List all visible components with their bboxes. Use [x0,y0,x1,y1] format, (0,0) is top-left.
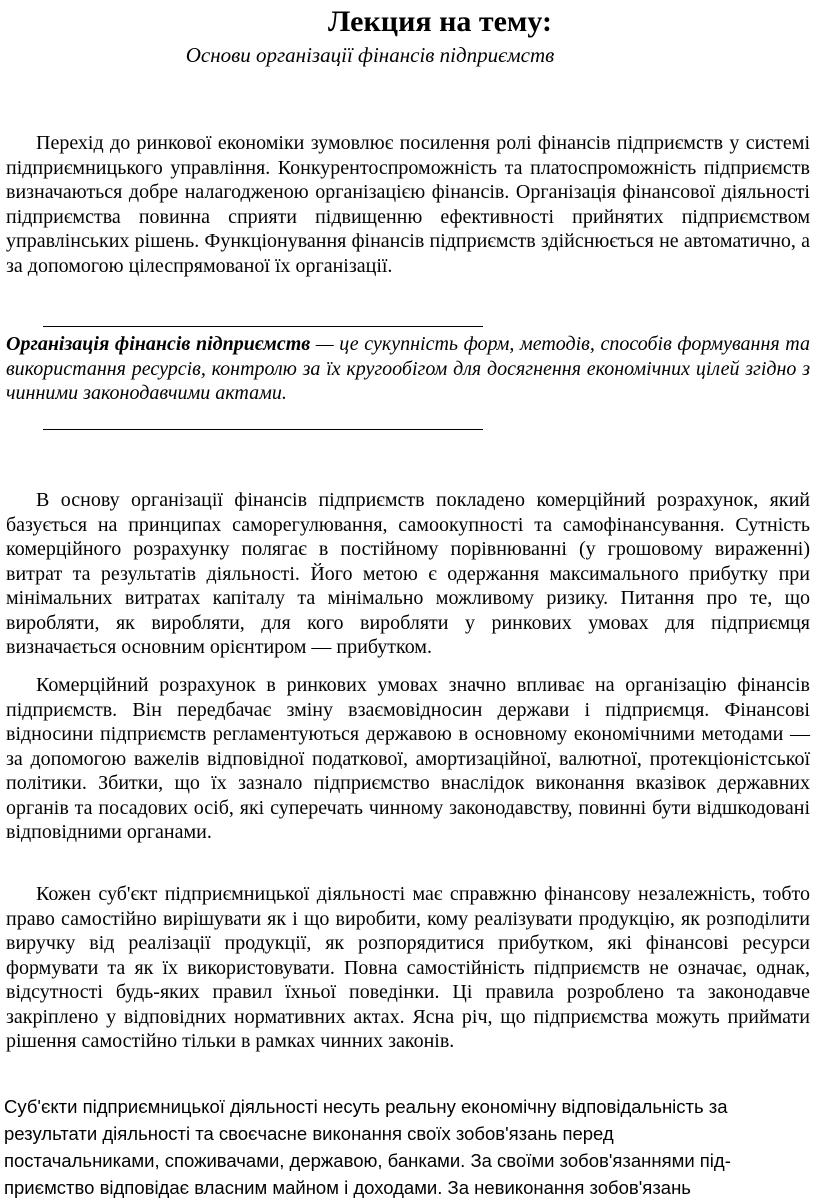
definition-term: Організація фінансів підприємств [6,333,311,355]
paragraph-intro: Перехід до ринкової економіки зумовлює посилення ролі фінансів підприємств у системі підприємницького управління. Конкурентоспроможність та платоспроможність підприємств визначаються добре налагодженою організацією фінансів. Організація фінансової діяльності підприємства повинна сприяти підвищенню ефективності прийнятих підприємством управлінських рішень. Функціонування фінансів підприємств здійснюється не автоматично, а за допомогою цілеспрямованої їх організації. [6,132,810,277]
definition-top-rule [43,326,483,327]
paragraph-market-conditions: Комерційний розрахунок в ринкових умовах значно впливає на організацію фінансів підприємств. Він передбачає зміну взаємовідносин держави і підприємця. Фінансові відносини підприємств регламентуються державою в основному економічними методами — за допомогою важелів відповідної податкової, амортизаційної, валютної, протекціоністської політики. Збитки, що їх зазнало підприємство внаслідок виконання вказівок державних органів та посадових осіб, які суперечать чинному законодавству, повинні бути відшкодовані відповідними органами. [6,674,810,843]
lecture-title: Лекция на тему: [328,5,552,38]
paragraph-independence: Кожен суб'єкт підприємницької діяльності має справжню фінансову незалежність, тобто право самостійно вирішувати як і що виробити, кому реалізувати продукцію, як розподілити виручку від реалізації продукції, як розпорядитися прибутком, які фінансові ресурси формувати та як їх використовувати. Повна самостійність підприємств не означає, однак, відсутності будь-яких правил їхньої поведінки. Ці правила розроблено та законодавче закріплено у відповідних нормативних актах. Ясна річ, що підприємства можуть приймати рішення самостійно тільки в рамках чинних законів. [6,883,810,1052]
text-line: приємство відповідає власним майном і доходами. За невиконання зобов'язань [4,1177,691,1198]
definition-text: — це сукупність форм, методів, способів формування та використання ресурсів, контролю за їх кругообігом для досягнення економічних цілей згідно з чинними законодавчими актами. [6,333,810,404]
lecture-subtitle: Основи організації фінансів підприємств [185,43,555,67]
text-line: результати діяльності та своєчасне виконання своїх зобов'язань перед [4,1123,614,1144]
paragraph-responsibility [4,1093,731,1201]
text-line: Суб'єкти підприємницької діяльності несуть реальну економічну відповідальність за [4,1096,728,1117]
definition-block [6,332,810,406]
paragraph-commercial-calc: В основу організації фінансів підприємств покладено комерційний розрахунок, який базується на принципах саморегулювання, самоокупності та самофінансування. Сутність комерційного розрахунку полягає в постійному порівнюванні (у грошовому вираженні) витрат та результатів діяльності. Його метою є одержання максимального прибутку при мінімальних витратах капіталу та мінімально можливому ризику. Питання про те, що виробляти, як виробляти, для кого виробляти у ринкових умовах для підприємця визначається основним орієнтиром — прибутком. [6,489,810,658]
text-line: постачальниками, споживачами, державою, банками. За своїми зобов'язаннями під- [4,1150,731,1171]
definition-bottom-rule [43,429,483,430]
